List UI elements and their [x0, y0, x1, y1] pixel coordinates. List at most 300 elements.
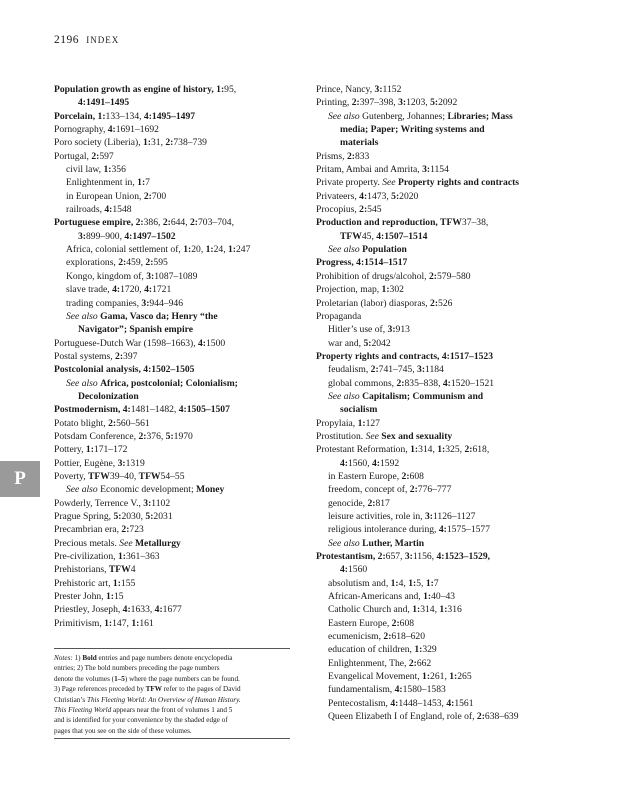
index-subentry: [54, 310, 292, 323]
entry-text: 3:: [78, 230, 86, 242]
entry-text: 5:: [165, 430, 174, 442]
entry-text: Pritam, Ambai and Amrita,: [316, 164, 423, 176]
entry-text: 2:: [351, 97, 360, 109]
entry-text: in Eastern Europe,: [328, 470, 402, 482]
entry-text: Queen Elizabeth I of England, role of,: [328, 711, 477, 723]
entry-text: 4:: [144, 284, 153, 296]
entry-text: leisure activities, role in,: [328, 511, 425, 522]
entry-text: 1:: [422, 671, 431, 683]
entry-text: 4:: [340, 564, 348, 576]
entry-text: Capitalism; Communism and: [362, 390, 484, 402]
index-subentry: [316, 697, 578, 710]
entry-text: entries; 2) The bold numbers preceding the page numbers: [54, 664, 220, 673]
index-subentry: [316, 470, 578, 483]
entry-text: 329: [422, 644, 437, 656]
entry-text: 2030,: [121, 511, 146, 522]
index-subentry: [316, 390, 578, 403]
entry-text: 833: [354, 150, 370, 162]
entry-text: 2:: [370, 364, 379, 376]
index-entry: [316, 550, 578, 563]
entry-text: socialism: [340, 404, 378, 416]
entry-text: 944–946: [149, 297, 183, 309]
entry-text: 2:: [115, 350, 124, 362]
entry-text: Notes:: [54, 654, 73, 662]
index-subentry: [54, 256, 292, 269]
note-line: [54, 653, 290, 663]
entry-text: 608: [409, 470, 424, 482]
entry-text: 2:: [138, 430, 147, 442]
entry-text: 741–745,: [378, 364, 418, 376]
index-entry: [54, 497, 292, 510]
entry-text: TFW: [145, 685, 162, 694]
index-entry: [316, 150, 578, 163]
index-subentry: [54, 190, 292, 203]
index-entry: [54, 470, 292, 483]
entry-text: 15: [113, 591, 124, 603]
entry-text: 595: [153, 257, 168, 269]
entry-text: 5:: [145, 511, 154, 522]
entry-text: Eastern Europe,: [328, 617, 392, 629]
entry-text: appears near the front of volumes 1 and 5: [111, 706, 233, 715]
entry-text: 700: [151, 190, 167, 202]
entry-text: 361–363: [125, 551, 160, 563]
entry-text: trading companies,: [66, 297, 142, 309]
entry-text: See also: [66, 377, 101, 389]
index-subentry: [316, 710, 578, 723]
entry-text: 579–580: [436, 270, 471, 282]
note-line: [54, 705, 290, 715]
entry-text: denote the volumes (: [54, 674, 115, 683]
index-subentry: [316, 497, 578, 510]
entry-text: religious intolerance during,: [328, 524, 439, 536]
entry-text: 526: [438, 297, 453, 309]
index-entry: [316, 283, 578, 296]
entry-text: 1:: [97, 110, 106, 122]
entry-text: 3:: [374, 84, 383, 95]
entry-text: 2:: [91, 150, 100, 162]
index-entry: [54, 216, 292, 229]
entry-text: Africa, colonial settlement of,: [66, 244, 184, 256]
entry-text: See also: [328, 537, 363, 549]
entry-text: 147,: [112, 617, 132, 629]
entry-text: 127: [365, 417, 380, 429]
entry-text: 4:: [442, 377, 451, 389]
entry-text: Portuguese-Dutch War (1598–1663),: [54, 337, 198, 349]
index-entry: [54, 363, 292, 376]
entry-text: 1156,: [412, 551, 437, 563]
entry-text: 3:: [424, 511, 433, 522]
entry-text: Progress,: [316, 257, 357, 269]
index-subentry: [316, 243, 578, 256]
entry-text: Precambrian era,: [54, 524, 122, 536]
section-label: INDEX: [86, 35, 120, 45]
index-entry: [316, 216, 578, 229]
entry-text: African-Americans and,: [328, 591, 424, 603]
entry-text: 2:: [367, 497, 376, 509]
entry-text: 1:: [112, 577, 121, 589]
entry-text: 4:1502–1505: [143, 364, 195, 376]
entry-text: 2:: [145, 257, 154, 269]
entry-text: 723: [129, 524, 144, 536]
entry-text: 1520–1521: [450, 377, 495, 389]
note-line: [54, 674, 290, 684]
entry-text: 2:: [383, 631, 392, 643]
entry-text: slave trade,: [66, 284, 113, 296]
entry-text: Prince, Nancy,: [316, 84, 375, 95]
index-entry: [54, 443, 292, 456]
entry-text: Protestantism,: [316, 551, 378, 563]
entry-text: 4,: [398, 577, 409, 589]
thumb-index-letter: P: [14, 468, 26, 489]
entry-text: 4: [130, 564, 136, 576]
index-subentry: [316, 510, 578, 523]
entry-text: 1:: [105, 591, 114, 603]
entry-text: 1481–1482,: [130, 404, 179, 416]
entry-text: 171–172: [93, 444, 128, 456]
entry-text: Proletarian (labor) diasporas,: [316, 297, 431, 309]
entry-text: 3) Page references preceded by: [54, 685, 146, 694]
index-entry: [54, 537, 292, 550]
entry-text: 1:: [216, 84, 225, 95]
entry-text: 1:: [228, 244, 236, 256]
entry-text: 1:: [205, 244, 214, 256]
entry-text: Poro society (Liberia),: [54, 137, 143, 149]
entry-text: This Fleeting World: [54, 706, 112, 715]
index-subentry: [54, 163, 292, 176]
entry-text: 459,: [126, 257, 146, 269]
entry-text: Porcelain,: [54, 110, 98, 122]
entry-text: Precious metals.: [54, 537, 120, 549]
index-subentry: [54, 377, 292, 390]
entry-text: 1126–1127: [432, 511, 476, 522]
entry-text: See also: [328, 244, 363, 256]
entry-text: railroads,: [66, 204, 105, 216]
entry-text: genocide,: [328, 497, 368, 509]
entry-text: 2:: [408, 657, 417, 669]
entry-text: Luther, Martin: [362, 537, 425, 549]
entry-text: 161: [139, 617, 154, 629]
entry-text: 1473,: [367, 190, 392, 202]
entry-text: 4:: [390, 697, 399, 709]
index-entry-continuation: [316, 403, 578, 416]
index-subentry: [316, 643, 578, 656]
entry-text: Metallurgy: [135, 537, 181, 549]
entry-text: Poverty,: [54, 470, 89, 482]
entry-text: Pre-civilization,: [54, 551, 118, 563]
index-entry: [316, 96, 578, 109]
entry-text: 1:: [414, 644, 423, 656]
entry-text: 662: [416, 657, 432, 669]
entry-text: See also: [328, 110, 363, 122]
entry-text: 3:: [417, 364, 426, 376]
entry-text: 1691–1692: [115, 124, 159, 136]
notes-top-rule: [54, 648, 290, 649]
entry-text: Gutenberg, Johannes;: [362, 110, 448, 122]
entry-text: in European Union,: [66, 190, 144, 202]
entry-text: Propaganda: [316, 310, 362, 322]
entry-text: 644,: [170, 217, 190, 229]
index-subentry: [54, 283, 292, 296]
entry-text: 325,: [445, 444, 465, 456]
entry-text: TFW: [88, 470, 110, 482]
note-line: [54, 684, 290, 694]
entry-text: Printing,: [316, 97, 352, 109]
entry-text: 2:: [428, 270, 437, 282]
index-entry: [54, 603, 292, 616]
entry-text: 2:: [190, 217, 198, 229]
entry-text: Prostitution.: [316, 430, 366, 442]
index-entry: [54, 150, 292, 163]
entry-text: Decolonization: [78, 390, 139, 402]
index-entry: [54, 590, 292, 603]
entry-text: 1:: [131, 617, 140, 629]
entry-text: 1:: [408, 577, 417, 589]
entry-text: media; Paper; Writing systems and: [340, 124, 485, 136]
entry-text: 1203,: [406, 97, 431, 109]
entry-text: 1970: [173, 430, 193, 442]
entry-text: Prehistorians,: [54, 564, 109, 576]
entry-text: 3:: [146, 270, 155, 282]
entry-text: 3:: [143, 497, 152, 509]
entry-text: ) where the page numbers can be found.: [124, 674, 240, 683]
entry-text: 5,: [416, 577, 426, 589]
entry-text: 1580–1583: [402, 684, 446, 696]
entry-text: 37–38,: [461, 217, 489, 229]
entry-text: Pottier, Eugène,: [54, 457, 118, 469]
entry-text: 1087–1089: [154, 270, 198, 282]
index-column-left: [54, 83, 292, 630]
entry-text: 1:: [439, 604, 448, 616]
index-entry: [54, 550, 292, 563]
entry-text: 2:: [143, 190, 152, 202]
entry-text: Postcolonial analysis,: [54, 364, 144, 376]
entry-text: 4:1497–1502: [124, 230, 176, 242]
entry-text: 776–777: [417, 484, 452, 496]
entry-text: Pentecostalism,: [328, 697, 391, 709]
entry-text: 1:: [142, 137, 151, 149]
entry-text: 386,: [143, 217, 163, 229]
entry-text: See: [119, 537, 135, 549]
entry-text: 817: [375, 497, 390, 509]
entry-text: 2:: [165, 137, 174, 149]
entry-text: 95,: [224, 84, 237, 95]
entry-text: 4:: [104, 204, 113, 216]
entry-text: Primitivism,: [54, 617, 105, 629]
entry-text: 356: [111, 164, 126, 176]
entry-text: TFW: [440, 217, 462, 229]
index-subentry: [316, 337, 578, 350]
entry-text: 2:: [121, 524, 130, 536]
entry-text: 2:: [430, 297, 439, 309]
entry-text: Bold: [82, 654, 97, 662]
entry-text: 20,: [191, 244, 206, 256]
entry-text: 2:: [359, 204, 368, 216]
index-subentry: [316, 323, 578, 336]
index-entry: [54, 337, 292, 350]
entry-text: 2:: [401, 470, 410, 482]
entry-text: 4:1495–1497: [143, 110, 196, 122]
index-entry: [316, 350, 578, 363]
entry-text: Potato blight,: [54, 417, 109, 429]
index-entry: [316, 176, 578, 189]
entry-text: 314,: [418, 444, 438, 456]
entry-text: materials: [340, 137, 379, 149]
index-entry: [54, 83, 292, 96]
entry-text: and is identified for your convenience by the shaded edge of: [54, 716, 228, 725]
entry-text: Pornography,: [54, 124, 108, 136]
index-subentry: [316, 670, 578, 683]
entry-text: 2:: [108, 417, 117, 429]
index-entry-continuation: [316, 563, 578, 576]
entry-text: 3:: [117, 457, 126, 469]
index-entry-continuation: [316, 457, 578, 470]
entry-text: Projection, map,: [316, 284, 382, 296]
index-entry-continuation: [54, 390, 292, 403]
index-entry-continuation: [316, 136, 578, 149]
entry-text: 738–739: [173, 137, 207, 149]
index-entry-continuation: [316, 230, 578, 243]
entry-text: Prester John,: [54, 591, 106, 603]
entry-text: 1:: [381, 284, 390, 296]
note-line: [54, 715, 290, 725]
entry-text: 1:: [390, 577, 399, 589]
entry-text: 314,: [420, 604, 440, 616]
entry-text: Prehistoric art,: [54, 577, 113, 589]
entry-text: Prague Spring,: [54, 511, 114, 522]
entry-text: 597: [99, 150, 114, 162]
entry-text: 2:: [162, 217, 171, 229]
entry-text: civil law,: [66, 164, 104, 176]
entry-text: 1184: [425, 364, 444, 376]
index-entry-continuation: [54, 323, 292, 336]
entry-text: Prisms,: [316, 150, 347, 162]
entry-text: 2:: [464, 444, 473, 456]
entry-text: war and,: [328, 337, 364, 349]
entry-text: 5:: [391, 190, 400, 202]
entry-text: Population growth as engine of history,: [54, 84, 217, 95]
entry-text: 2:: [377, 551, 386, 563]
entry-text: 913: [395, 324, 410, 336]
entry-text: See: [382, 177, 398, 189]
entry-text: 1152: [382, 84, 402, 95]
index-subentry: [316, 523, 578, 536]
entry-text: TFW: [340, 230, 362, 242]
index-subentry: [316, 590, 578, 603]
entry-text: Portugal,: [54, 150, 92, 162]
entry-text: pages that you see on the side of these volumes.: [54, 726, 192, 735]
index-subentry: [316, 683, 578, 696]
entry-text: See: [365, 430, 382, 442]
entry-text: 1:: [412, 604, 421, 616]
entry-text: 302: [389, 284, 404, 296]
index-subentry: [54, 297, 292, 310]
index-entry-continuation: [54, 230, 292, 243]
index-entry: [54, 510, 292, 523]
note-line: [54, 695, 290, 705]
entry-text: Property rights and contracts: [397, 177, 520, 189]
entry-text: 4:: [107, 124, 116, 136]
entry-text: 4:1505–1507: [178, 404, 230, 416]
index-entry: [316, 190, 578, 203]
entry-text: 4:1517–1523: [441, 350, 494, 362]
entry-text: 2:: [118, 257, 127, 269]
entry-text: Population: [362, 244, 407, 256]
entry-text: 7: [145, 177, 150, 189]
entry-text: 1720,: [120, 284, 145, 296]
entry-text: 2020: [399, 190, 419, 202]
entry-text: 1:: [425, 577, 434, 589]
entry-text: 4:: [122, 604, 131, 616]
entry-text: Prohibition of drugs/alcohol,: [316, 270, 429, 282]
entry-text: 1:: [117, 551, 126, 563]
index-entry: [316, 270, 578, 283]
entry-text: See also: [66, 484, 101, 496]
entry-text: freedom, concept of,: [328, 484, 410, 496]
entry-text: 1448–1453,: [398, 697, 447, 709]
index-entry: [54, 430, 292, 443]
entry-text: Africa, postcolonial; Colonialism;: [100, 377, 238, 389]
note-line: [54, 663, 290, 673]
entry-text: 316: [447, 604, 462, 616]
page-number: 2196: [54, 34, 79, 46]
entry-text: 54–55: [160, 470, 185, 482]
index-subentry: [54, 270, 292, 283]
entry-text: Catholic Church and,: [328, 604, 413, 616]
index-subentry: [54, 203, 292, 216]
index-entry: [54, 417, 292, 430]
entry-text: Evangelical Movement,: [328, 671, 423, 683]
entry-text: 618,: [472, 444, 490, 456]
entry-text: explorations,: [66, 257, 119, 269]
entry-text: 4:1514–1517: [356, 257, 408, 269]
entry-text: 1:: [103, 164, 112, 176]
index-subentry: [316, 537, 578, 550]
entry-text: 24,: [213, 244, 228, 256]
entry-text: Christian’s: [54, 695, 87, 704]
entry-text: Gama, Vasco da; Henry “the: [100, 310, 218, 322]
entry-text: 133–134,: [105, 110, 144, 122]
index-entry-continuation: [54, 96, 292, 109]
entry-text: 1561: [454, 697, 474, 709]
entry-text: Postal systems,: [54, 350, 116, 362]
entry-text: 1:: [410, 444, 419, 456]
entry-text: Potsdam Conference,: [54, 430, 139, 442]
entry-text: 3:: [404, 551, 413, 563]
entry-text: 1319: [125, 457, 145, 469]
entry-text: 397: [123, 350, 138, 362]
entry-text: Sex and sexuality: [381, 430, 453, 442]
entry-text: 2:: [391, 617, 400, 629]
entry-text: 1677: [162, 604, 182, 616]
entry-text: 3:: [398, 97, 407, 109]
entry-text: entries and page numbers denote encyclopedia: [96, 654, 233, 662]
entry-text: 1500: [206, 337, 226, 349]
entry-text: Privateers,: [316, 190, 360, 202]
entry-text: 1:: [437, 444, 446, 456]
entry-text: Powderly, Terrence V.,: [54, 497, 144, 509]
entry-text: TFW: [138, 470, 161, 482]
index-subentry: [316, 617, 578, 630]
entry-text: 4:1507–1514: [376, 230, 428, 242]
index-entry: [54, 523, 292, 536]
index-entry: [54, 350, 292, 363]
entry-text: 3:: [141, 297, 150, 309]
entry-text: 155: [120, 577, 136, 589]
entry-text: 7: [433, 577, 439, 589]
entry-text: 31,: [150, 137, 166, 149]
index-entry-continuation: [316, 123, 578, 136]
entry-text: Navigator”; Spanish empire: [78, 324, 193, 336]
